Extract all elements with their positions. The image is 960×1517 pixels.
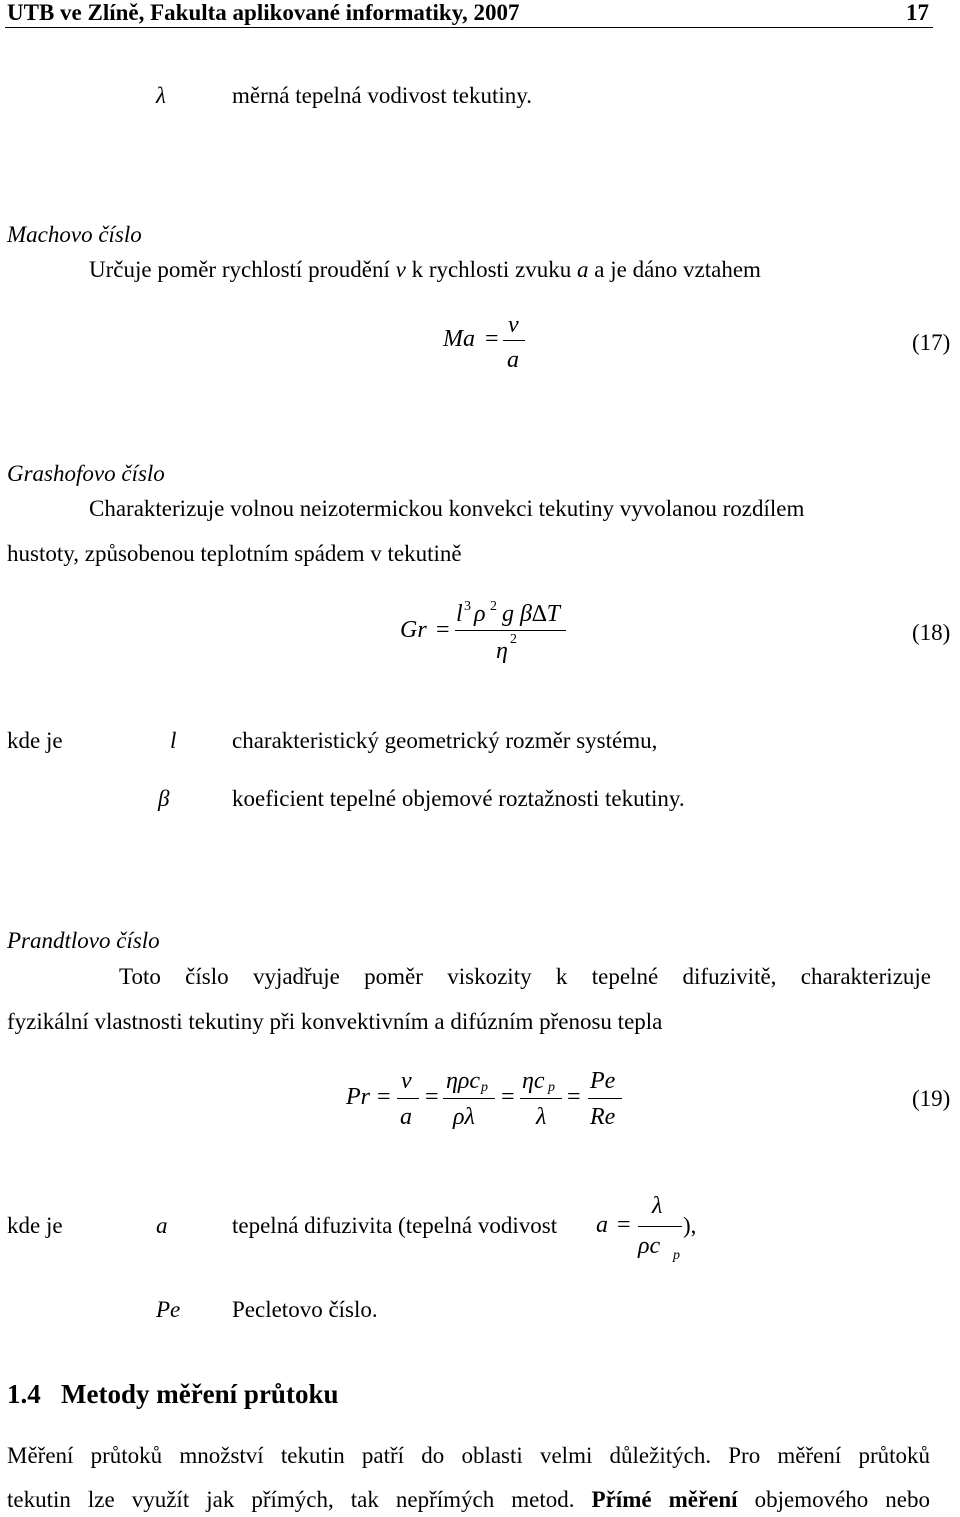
defs2-symbol-pe: Pe (156, 1297, 181, 1322)
prandtl-line1: Toto číslo vyjadřuje poměr viskozity k tepelné difuzivitě, charakterizuje (119, 964, 931, 989)
prandtl-f3-bar (520, 1098, 562, 1099)
defs2-eq-num: λ (652, 1193, 663, 1219)
prandtl-eq-lhs: Pr (346, 1084, 370, 1110)
prandtl-f3-num-sub: p (548, 1080, 555, 1095)
prandtl-eq-number: (19) (912, 1086, 951, 1111)
section-number: 1.4 (7, 1379, 41, 1409)
para-line2-b: objemového nebo (754, 1487, 931, 1512)
grashof-line2: hustoty, způsobenou teplotním spádem v tekutině (7, 541, 462, 566)
defs2-text-a: tepelná difuzivita (tepelná vodivost (232, 1213, 558, 1238)
grashof-num-rho-exp: 2 (490, 599, 497, 614)
defs2-lead: kde je (7, 1213, 63, 1238)
grashof-line1: Charakterizuje volnou neizotermickou konvekci tekutiny vyvolanou rozdílem (89, 496, 805, 521)
mach-text-c: a je dáno vztahem (594, 257, 761, 282)
prandtl-eq-equals-3: = (501, 1084, 515, 1110)
grashof-heading: Grashofovo číslo (7, 461, 165, 486)
defs2-eq-den: ρc (638, 1233, 661, 1259)
section-title: Metody měření průtoku (61, 1379, 339, 1409)
prandtl-eq-equals-4: = (567, 1084, 581, 1110)
mach-heading: Machovo číslo (7, 222, 142, 247)
para-line1: Měření průtoků množství tekutin patří do oblasti velmi důležitých. Pro měření průtoků (7, 1443, 930, 1468)
mach-description (89, 257, 761, 283)
mach-symbol-v: v (395, 257, 406, 282)
defs2-eq-lhs: a (596, 1212, 608, 1238)
mach-fraction-bar (503, 340, 525, 341)
para-line2 (7, 1487, 930, 1513)
prandtl-eq-equals-1: = (377, 1084, 391, 1110)
defs1-text-l: charakteristický geometrický rozměr systému, (232, 728, 658, 753)
prandtl-f1-bar (397, 1098, 419, 1099)
defs2-symbol-a: a (156, 1213, 168, 1238)
prandtl-heading: Prandtlovo číslo (7, 928, 160, 953)
grashof-eq-lhs: Gr (400, 617, 427, 643)
header-rule (5, 27, 933, 28)
mach-eq-numerator: v (508, 312, 519, 338)
grashof-eq-equals: = (436, 617, 450, 643)
prandtl-line2: fyzikální vlastnosti tekutiny při konvektivním a difúzním přenosu tepla (7, 1009, 663, 1034)
defs2-eq-bar (638, 1226, 682, 1227)
defs2-text-pe: Pecletovo číslo. (232, 1297, 378, 1322)
grashof-den: η (496, 638, 508, 664)
mach-eq-number: (17) (912, 330, 951, 355)
defs1-symbol-beta: β (158, 786, 170, 811)
prandtl-f1-num: ν (401, 1068, 412, 1094)
prandtl-f4-num: Pe (590, 1068, 616, 1094)
page-number: 17 (906, 0, 929, 25)
grashof-num-rho: ρ (474, 601, 486, 627)
grashof-den-exp: 2 (510, 632, 517, 647)
mach-eq-lhs: Ma (443, 326, 475, 352)
grashof-num-l-exp: 3 (464, 599, 471, 614)
grashof-num-rest: g β∆T (502, 601, 560, 627)
prandtl-f1-den: a (400, 1104, 412, 1130)
prandtl-f2-num-sub: p (481, 1080, 488, 1095)
prandtl-f2-num: ηρc (446, 1068, 481, 1094)
para-line2-bold: Přímé měření (591, 1487, 738, 1512)
defs1-lead: kde je (7, 728, 63, 753)
grashof-num-l: l (456, 601, 463, 627)
defs1-text-beta: koeficient tepelné objemové roztažnosti tekutiny. (232, 786, 685, 811)
section-heading (7, 1379, 338, 1410)
mach-eq-equals: = (485, 326, 499, 352)
mach-text-b: k rychlosti zvuku (411, 257, 572, 282)
defs2-eq-den-sub: p (673, 1248, 680, 1263)
prandtl-eq-equals-2: = (425, 1084, 439, 1110)
para-line2-a: tekutin lze využít jak přímých, tak nepřímých metod. (7, 1487, 575, 1512)
defs2-eq-close: ), (683, 1213, 697, 1238)
grashof-fraction-bar (455, 630, 566, 631)
lambda-definition: měrná tepelná vodivost tekutiny. (232, 83, 532, 108)
prandtl-f3-den: λ (536, 1104, 547, 1130)
defs2-eq-equals: = (617, 1212, 631, 1238)
prandtl-f2-bar (443, 1098, 495, 1099)
mach-eq-denominator: a (507, 347, 519, 373)
grashof-eq-number: (18) (912, 620, 951, 645)
defs1-symbol-l: l (170, 728, 177, 753)
lambda-symbol: λ (156, 83, 166, 108)
prandtl-f2-den: ρλ (453, 1104, 475, 1130)
mach-text-a: Určuje poměr rychlostí proudění (89, 257, 390, 282)
running-header-title: UTB ve Zlíně, Fakulta aplikované informatiky, 2007 (7, 0, 520, 25)
prandtl-f3-num: ηc (522, 1068, 545, 1094)
prandtl-f4-bar (588, 1098, 622, 1099)
prandtl-f4-den: Re (590, 1104, 616, 1130)
mach-symbol-a: a (577, 257, 589, 282)
